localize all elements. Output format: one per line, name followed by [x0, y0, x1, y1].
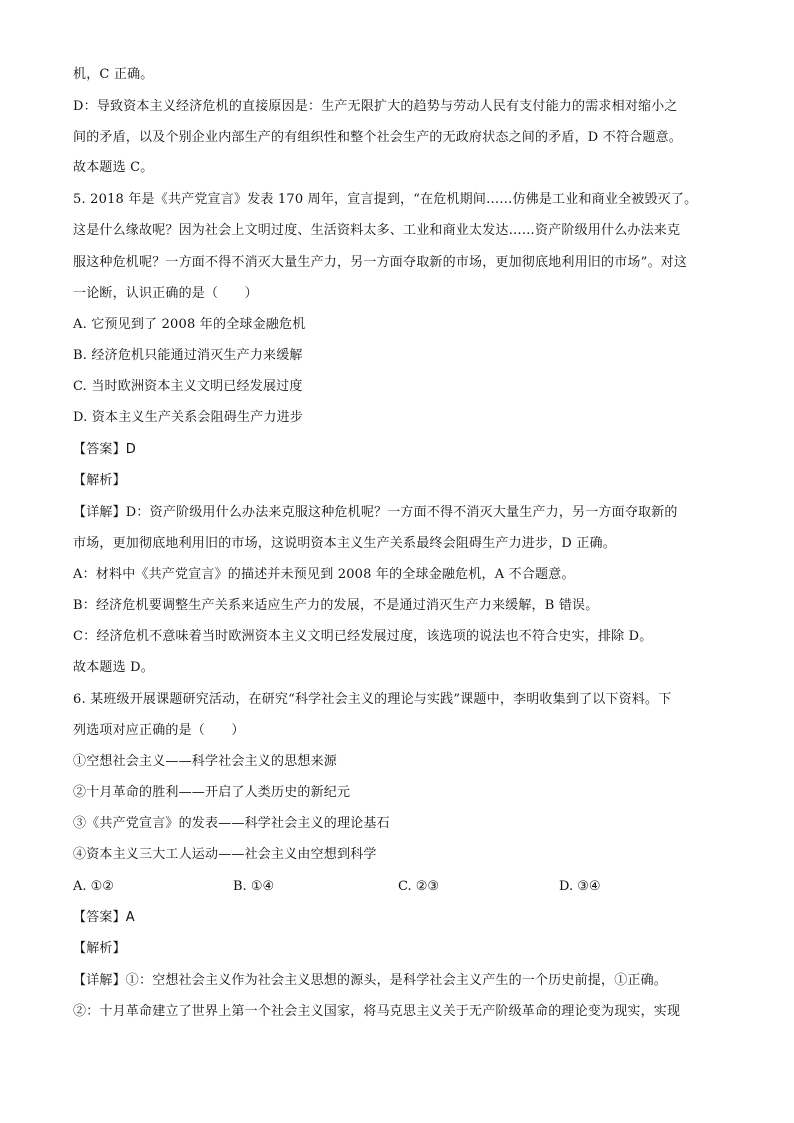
- question-6-item-3: ③《共产党宣言》的发表——科学社会主义的理论基石: [73, 816, 390, 831]
- question-5-option-a: A. 它预见到了 2008 年的全球金融危机: [73, 317, 306, 332]
- question-5-option-b: B. 经济危机只能通过消灭生产力来缓解: [73, 348, 303, 363]
- text-line-4: 故本题选 C。: [73, 160, 154, 175]
- analysis-label-2: 【解析】: [73, 941, 126, 956]
- explanation-2-line-2: ②：十月革命建立了世界上第一个社会主义国家，将马克思主义关于无产阶级革命的理论变为现实，实现: [73, 1004, 681, 1019]
- question-6-option-b: B. ①④: [233, 879, 275, 894]
- question-5-stem-1: 5. 2018 年是《共产党宣言》发表 170 周年，宣言提到，“在危机期间……仿佛是工业和商业全被毁灭了。: [73, 192, 698, 207]
- explanation-line-2: 市场，更加彻底地利用旧的市场，这说明资本主义生产关系最终会阻碍生产力进步，D 正确。: [73, 536, 616, 551]
- question-6-item-4: ④资本主义三大工人运动——社会主义由空想到科学: [73, 847, 377, 862]
- text-line-3: 间的矛盾，以及个别企业内部生产的有组织性和整个社会生产的无政府状态之间的矛盾，D 不符合题意。: [73, 130, 682, 145]
- question-6-option-a: A. ①②: [73, 879, 114, 894]
- answer-label: 【答案】D: [73, 442, 137, 457]
- explanation-2-line-1: 【详解】①：空想社会主义作为社会主义思想的源头，是科学社会主义产生的一个历史前提，①正确。: [73, 973, 668, 988]
- explanation-line-3: A：材料中《共产党宣言》的描述并未预见到 2008 年的全球金融危机，A 不合题意。: [73, 567, 575, 582]
- question-5-option-c: C. 当时欧洲资本主义文明已经发展过度: [73, 379, 303, 394]
- question-6-option-c: C. ②③: [398, 879, 440, 894]
- question-5-stem-3: 服这种危机呢？一方面不得不消灭大量生产力，另一方面夺取新的市场，更加彻底地利用旧的市场”。对这: [73, 255, 688, 270]
- text-line-2: D：导致资本主义经济危机的直接原因是：生产无限扩大的趋势与劳动人民有支付能力的需求相对缩小之: [73, 99, 678, 114]
- text-line-1: 机，C 正确。: [73, 67, 154, 82]
- question-6-stem-2: 列选项对应正确的是（ ）: [73, 723, 245, 738]
- question-5-stem-2: 这是什么缘故呢？因为社会上文明过度、生活资料太多、工业和商业太发达……资产阶级用什么办法来克: [73, 223, 681, 238]
- question-5-option-d: D. 资本主义生产关系会阻碍生产力进步: [73, 410, 304, 425]
- question-6-option-d: D. ③④: [559, 879, 601, 894]
- question-6-item-1: ①空想社会主义——科学社会主义的思想来源: [73, 754, 338, 769]
- explanation-line-4: B：经济危机要调整生产关系来适应生产力的发展，不是通过消灭生产力来缓解，B 错误。: [73, 598, 599, 613]
- question-6-stem-1: 6. 某班级开展课题研究活动，在研究“科学社会主义的理论与实践”课题中，李明收集到了以下资料。下: [73, 692, 672, 707]
- explanation-line-1: 【详解】D：资产阶级用什么办法来克服这种危机呢？一方面不得不消灭大量生产力，另一方面夺取新的: [73, 505, 678, 520]
- answer-label-2: 【答案】A: [73, 910, 135, 925]
- explanation-line-5: C：经济危机不意味着当时欧洲资本主义文明已经发展过度，该选项的说法也不符合史实，排除 D。: [73, 629, 653, 644]
- explanation-line-6: 故本题选 D。: [73, 660, 154, 675]
- question-5-stem-4: 一论断，认识正确的是（ ）: [73, 286, 258, 301]
- question-6-item-2: ②十月革命的胜利——开启了人类历史的新纪元: [73, 785, 351, 800]
- analysis-label: 【解析】: [73, 473, 126, 488]
